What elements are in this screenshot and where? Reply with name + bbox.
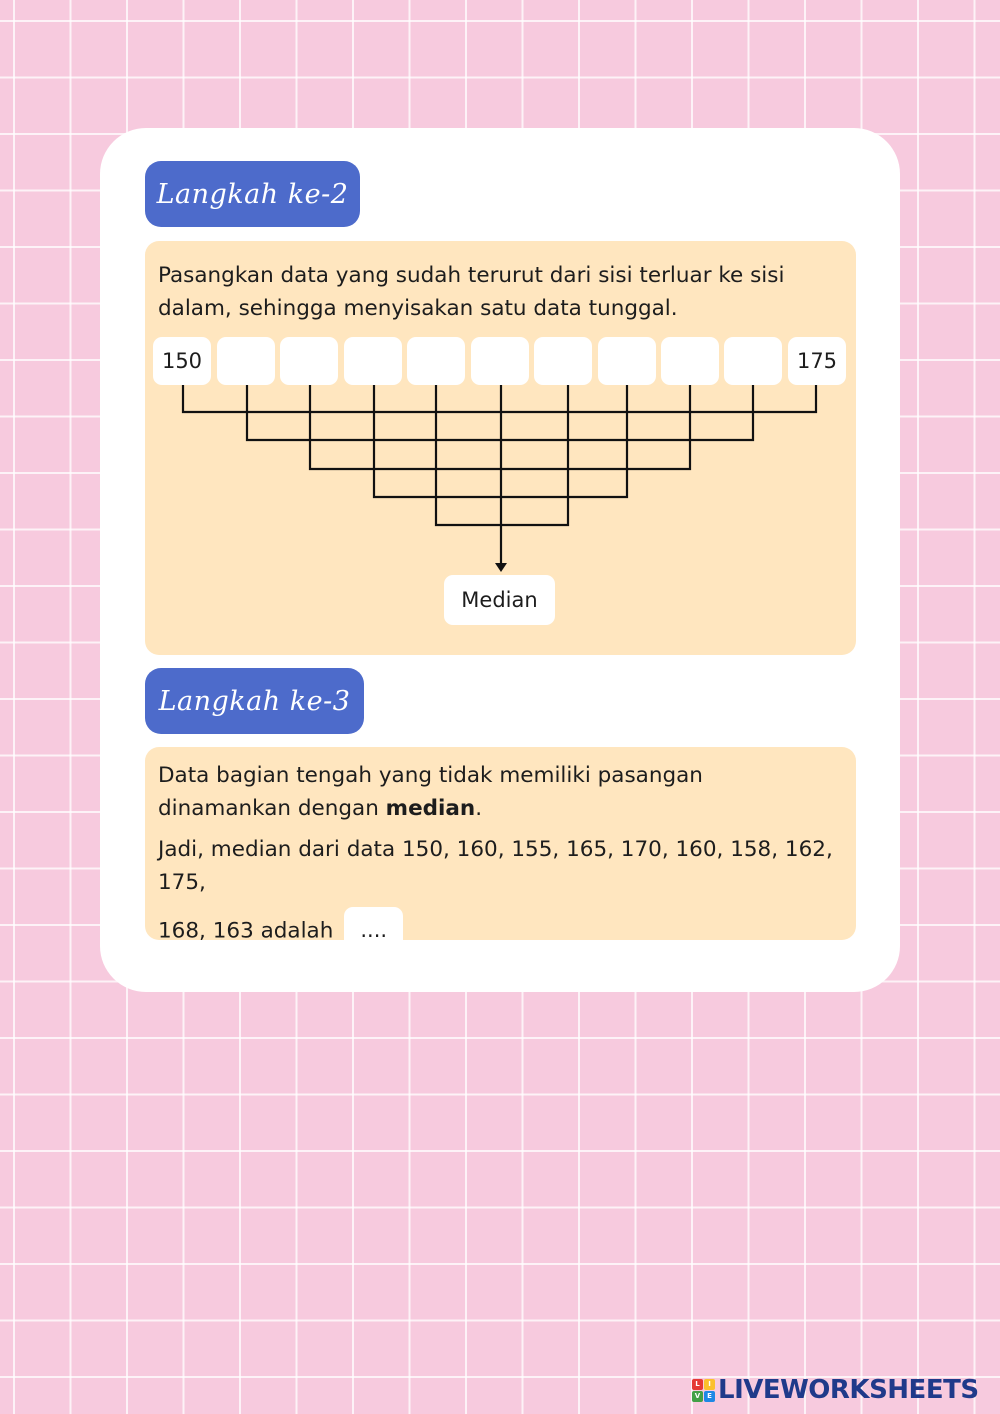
step-2-heading: Langkah ke-2: [145, 161, 360, 227]
definition-end: .: [475, 796, 483, 821]
blank-box-1[interactable]: [217, 337, 275, 385]
blank-box-9[interactable]: [724, 337, 782, 385]
liveworksheets-logo-icon: [692, 1379, 715, 1402]
worksheet-card: [100, 128, 900, 992]
question-line-2-wrap: [158, 907, 840, 956]
step-2-instruction: Pasangkan data yang sudah terurut dari sisi terluar ke sisi dalam, sehingga menyisakan satu data tunggal.: [158, 263, 785, 321]
median-box: [444, 575, 555, 625]
blank-box-3[interactable]: [344, 337, 402, 385]
definition-text: Data bagian tengah yang tidak memiliki pasangan dinamankan dengan: [158, 763, 703, 821]
number-box-first: [153, 337, 211, 385]
median-label: Median: [461, 588, 538, 612]
watermark-text: LIVEWORKSHEETS: [718, 1375, 979, 1405]
blank-box-7[interactable]: [598, 337, 656, 385]
step-3-heading: Langkah ke-3: [145, 668, 364, 734]
definition-bold: median: [385, 796, 476, 821]
median-question: [158, 833, 840, 956]
logo-letter-e: E: [704, 1391, 715, 1402]
answer-input[interactable]: ....: [344, 907, 403, 956]
liveworksheets-watermark: [692, 1373, 979, 1407]
blank-box-2[interactable]: [280, 337, 338, 385]
arrow-down-icon: [495, 563, 507, 572]
blank-box-8[interactable]: [661, 337, 719, 385]
pair-line-1: [183, 385, 816, 412]
first-value: 150: [161, 349, 203, 373]
logo-letter-v: V: [692, 1391, 703, 1402]
blank-box-4[interactable]: [407, 337, 465, 385]
step-3-panel: [145, 747, 856, 944]
blank-box-5[interactable]: [471, 337, 529, 385]
median-definition: [158, 759, 840, 825]
question-line-1: Jadi, median dari data 150, 160, 155, 165, 170, 160, 158, 162, 175,: [158, 837, 833, 895]
blank-box-6[interactable]: [534, 337, 592, 385]
question-line-2: 168, 163 adalah: [158, 918, 334, 944]
last-value: 175: [796, 349, 838, 373]
logo-letter-i: I: [704, 1379, 715, 1390]
logo-letter-l: L: [692, 1379, 703, 1390]
step-2-panel: [145, 241, 856, 655]
number-box-last: [788, 337, 846, 385]
